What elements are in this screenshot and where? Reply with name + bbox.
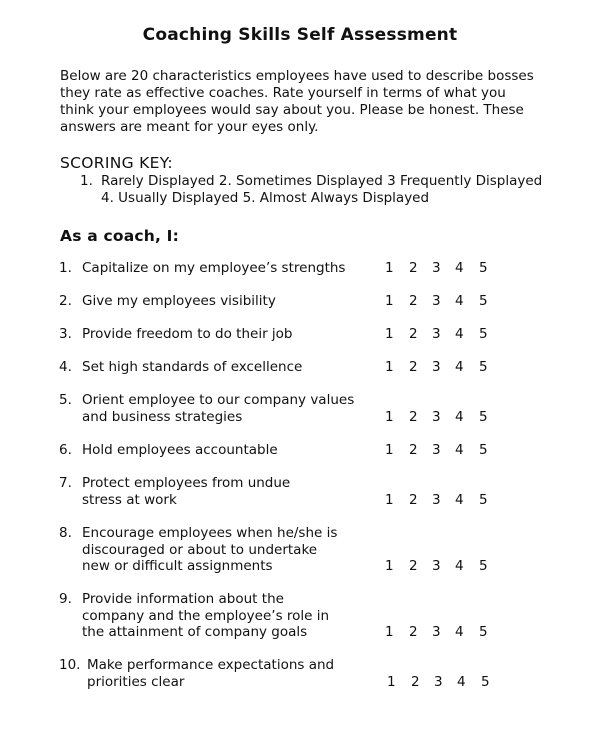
rating-option[interactable]: 2 (409, 442, 418, 458)
rating-option[interactable]: 1 (385, 408, 394, 425)
rating-option[interactable]: 4 (457, 673, 466, 690)
item-text: Set high standards of excellence (82, 359, 303, 375)
rating-option[interactable]: 4 (455, 326, 464, 342)
rating-option[interactable]: 2 (409, 326, 418, 342)
rating-option[interactable]: 5 (481, 673, 490, 690)
item-number: 4. (59, 359, 72, 375)
rating-option[interactable]: 1 (385, 326, 394, 342)
item-text: Give my employees visibility (82, 293, 276, 309)
rating-option[interactable]: 1 (385, 624, 394, 640)
rating-option[interactable]: 3 (432, 558, 441, 574)
rating-option[interactable]: 3 (432, 442, 441, 458)
rating-option[interactable]: 1 (385, 491, 394, 508)
rating-option[interactable]: 5 (479, 326, 488, 342)
item-text: Hold employees accountable (82, 442, 278, 458)
rating-scale[interactable] (385, 260, 495, 277)
rating-option[interactable]: 5 (479, 558, 488, 574)
intro-paragraph: Below are 20 characteristics employees have used to describe bosses they rate as effective coaches. Rate yourself in terms of what you think your employees would say about you. Please be honest. These answers are meant for your eyes only. (60, 68, 534, 135)
rating-scale[interactable] (385, 409, 495, 426)
rating-option[interactable]: 4 (455, 491, 464, 508)
scoring-key-number: 1. (80, 173, 93, 189)
rating-option[interactable]: 5 (479, 293, 488, 309)
rating-scale[interactable] (385, 293, 495, 310)
rating-option[interactable]: 2 (409, 491, 418, 508)
rating-option[interactable]: 1 (387, 673, 396, 690)
item-text: Protect employees from undue stress at work (82, 475, 291, 508)
item-number: 2. (59, 293, 72, 309)
rating-option[interactable]: 2 (409, 558, 418, 574)
rating-option[interactable]: 3 (434, 673, 443, 690)
rating-scale[interactable] (385, 359, 495, 376)
rating-scale[interactable] (385, 326, 495, 343)
rating-option[interactable]: 2 (411, 673, 420, 690)
rating-scale[interactable] (385, 558, 495, 575)
scoring-key-text: Rarely Displayed 2. Sometimes Displayed 3 Frequently Displayed 4. Usually Displayed 5. Almost Always Displayed (101, 173, 543, 206)
rating-option[interactable]: 3 (432, 408, 441, 425)
rating-option[interactable]: 2 (409, 408, 418, 425)
item-number: 10. (59, 657, 81, 673)
rating-scale[interactable] (387, 674, 497, 691)
rating-option[interactable]: 1 (385, 359, 394, 375)
scoring-key-list (80, 173, 550, 207)
rating-option[interactable]: 5 (479, 359, 488, 375)
item-number: 8. (59, 525, 72, 541)
rating-option[interactable]: 3 (432, 359, 441, 375)
section-heading: As a coach, I: (60, 227, 180, 245)
item-text: Make performance expectations and priorities clear (87, 657, 335, 690)
rating-option[interactable]: 2 (409, 293, 418, 309)
item-number: 3. (59, 326, 72, 342)
rating-option[interactable]: 4 (455, 359, 464, 375)
item-number: 9. (59, 591, 72, 607)
item-text: Provide information about the company and the employee’s role in the attainment of company goals (82, 591, 330, 640)
rating-option[interactable]: 2 (409, 624, 418, 640)
scoring-key-heading: SCORING KEY: (60, 154, 173, 172)
rating-option[interactable]: 1 (385, 442, 394, 458)
rating-option[interactable]: 5 (479, 491, 488, 508)
rating-option[interactable]: 2 (409, 359, 418, 375)
rating-option[interactable]: 5 (479, 408, 488, 425)
item-number: 1. (59, 260, 72, 276)
rating-option[interactable]: 3 (432, 491, 441, 508)
page-title: Coaching Skills Self Assessment (142, 25, 458, 45)
rating-option[interactable]: 4 (455, 558, 464, 574)
rating-scale[interactable] (385, 624, 495, 641)
rating-option[interactable]: 5 (479, 260, 488, 276)
rating-option[interactable]: 2 (409, 260, 418, 276)
rating-option[interactable]: 4 (455, 442, 464, 458)
rating-option[interactable]: 5 (479, 624, 488, 640)
item-text: Encourage employees when he/she is discouraged or about to undertake new or difficult assignments (82, 525, 338, 574)
rating-option[interactable]: 3 (432, 326, 441, 342)
rating-option[interactable]: 1 (385, 293, 394, 309)
rating-option[interactable]: 5 (479, 442, 488, 458)
item-text: Orient employee to our company values and business strategies (82, 392, 355, 425)
item-text: Capitalize on my employee’s strengths (82, 260, 346, 276)
rating-scale[interactable] (385, 492, 495, 509)
rating-option[interactable]: 1 (385, 558, 394, 574)
rating-option[interactable]: 3 (432, 624, 441, 640)
rating-option[interactable]: 1 (385, 260, 394, 276)
rating-option[interactable]: 3 (432, 293, 441, 309)
item-number: 5. (59, 392, 72, 408)
item-number: 6. (59, 442, 72, 458)
item-number: 7. (59, 475, 72, 491)
rating-option[interactable]: 4 (455, 260, 464, 276)
rating-option[interactable]: 4 (455, 408, 464, 425)
item-text: Provide freedom to do their job (82, 326, 293, 342)
rating-option[interactable]: 3 (432, 260, 441, 276)
rating-option[interactable]: 4 (455, 624, 464, 640)
rating-scale[interactable] (385, 442, 495, 459)
rating-option[interactable]: 4 (455, 293, 464, 309)
